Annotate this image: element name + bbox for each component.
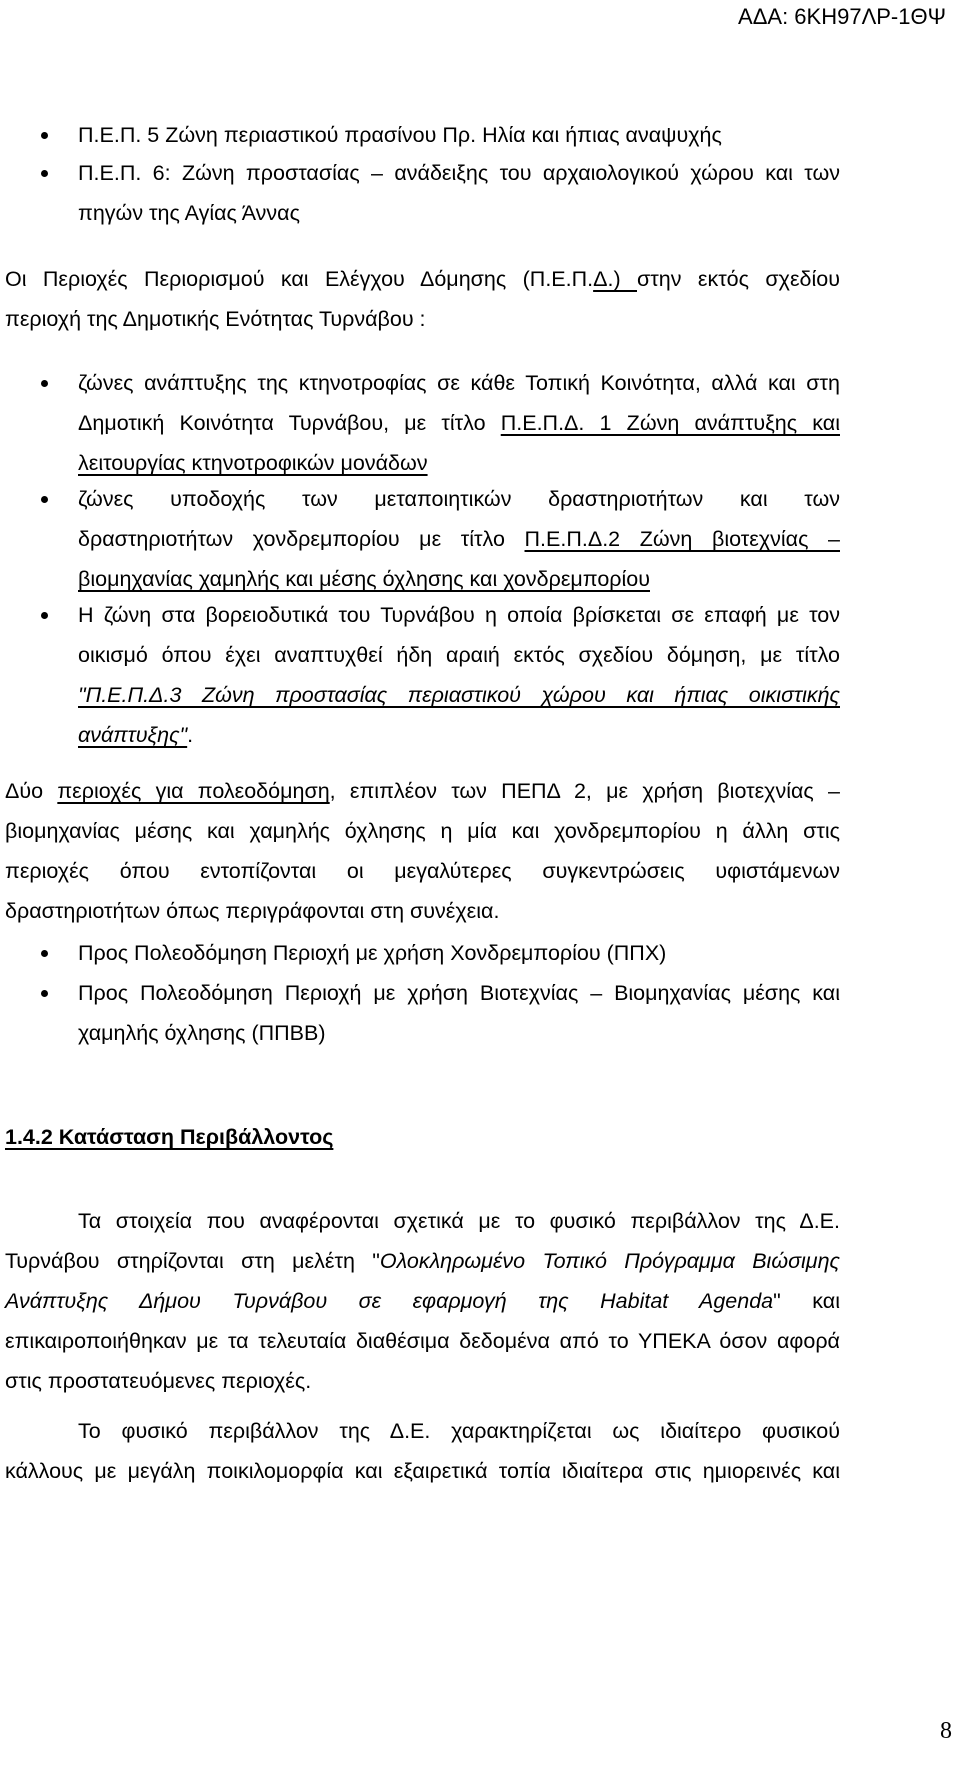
bullet-icon — [41, 990, 48, 997]
list-item-line: δραστηριοτήτων χονδρεμπορίου με τίτλο Π.Ε.Π.Δ.2 Ζώνη βιοτεχνίας – — [78, 527, 840, 551]
paragraph-line: Τα στοιχεία που αναφέρονται σχετικά με το φυσικό περιβάλλον της Δ.Ε. — [78, 1209, 840, 1233]
paragraph-line: δραστηριοτήτων όπως περιγράφονται στη συνέχεια. — [5, 899, 500, 923]
paragraph-line: περιοχή της Δημοτικής Ενότητας Τυρνάβου : — [5, 307, 426, 331]
paragraph-line: Τυρνάβου στηρίζονται στη μελέτη "Ολοκληρωμένο Τοπικό Πρόγραμμα Βιώσιμης — [5, 1249, 840, 1273]
list-item-line: ανάπτυξης". — [78, 723, 194, 747]
list-item-line: Δημοτική Κοινότητα Τυρνάβου, με τίτλο Π.Ε.Π.Δ. 1 Ζώνη ανάπτυξης και — [78, 411, 840, 435]
document-code: ΑΔΑ: 6ΚΗ97ΛΡ-1ΘΨ — [738, 4, 946, 29]
page-number: 8 — [940, 1718, 952, 1744]
bullet-icon — [41, 380, 48, 387]
bullet-icon — [41, 170, 48, 177]
list-item-line: Προς Πολεοδόμηση Περιοχή με χρήση Βιοτεχνίας – Βιομηχανίας μέσης και — [78, 981, 840, 1005]
paragraph-line: στις προστατευόμενες περιοχές. — [5, 1369, 312, 1393]
paragraph-line: βιομηχανίας μέσης και χαμηλής όχλησης η μία και χονδρεμπορίου η άλλη στις — [5, 819, 840, 843]
bullet-icon — [41, 950, 48, 957]
list-item-line: ζώνες ανάπτυξης της κτηνοτροφίας σε κάθε Τοπική Κοινότητα, αλλά και στη — [78, 371, 840, 395]
paragraph-line: Οι Περιοχές Περιορισμού και Ελέγχου Δόμησης (Π.Ε.Π.Δ.) στην εκτός σχεδίου — [5, 267, 840, 291]
paragraph-line: Δύο περιοχές για πολεοδόμηση, επιπλέον των ΠΕΠΔ 2, με χρήση βιοτεχνίας – — [5, 779, 840, 803]
paragraph-line: επικαιροποιήθηκαν με τα τελευταία διαθέσιμα δεδομένα από το ΥΠΕΚΑ όσον αφορά — [5, 1329, 840, 1353]
bullet-icon — [41, 132, 48, 139]
bullet-icon — [41, 496, 48, 503]
list-item-line: ζώνες υποδοχής των μεταποιητικών δραστηριοτήτων και των — [78, 487, 840, 511]
paragraph-line: Ανάπτυξης Δήμου Τυρνάβου σε εφαρμογή της Habitat Agenda" και — [5, 1289, 840, 1313]
bullet-icon — [41, 612, 48, 619]
heading-text: 1.4.2 Κατάσταση Περιβάλλοντος — [5, 1125, 334, 1149]
list-item: Προς Πολεοδόμηση Περιοχή με χρήση Χονδρεμπορίου (ΠΠΧ) — [78, 941, 667, 965]
list-item-line: Π.Ε.Π. 6: Ζώνη προστασίας – ανάδειξης του αρχαιολογικού χώρου και των — [78, 161, 840, 185]
list-item-line: χαμηλής όχλησης (ΠΠΒΒ) — [78, 1021, 326, 1045]
list-item-line: Η ζώνη στα βορειοδυτικά του Τυρνάβου η οποία βρίσκεται σε επαφή με τον — [78, 603, 840, 627]
paragraph-line: περιοχές όπου εντοπίζονται οι μεγαλύτερες συγκεντρώσεις υφιστάμενων — [5, 859, 840, 883]
list-item-line: οικισμό όπου έχει αναπτυχθεί ήδη αραιή εκτός σχεδίου δόμηση, με τίτλο — [78, 643, 840, 667]
list-item-line: βιομηχανίας χαμηλής και μέσης όχλησης και χονδρεμπορίου — [78, 567, 650, 591]
list-item-line: πηγών της Αγίας Άννας — [78, 201, 300, 225]
list-item: Π.Ε.Π. 5 Ζώνη περιαστικού πρασίνου Πρ. Ηλία και ήπιας αναψυχής — [78, 123, 722, 147]
paragraph-line: κάλλους με μεγάλη ποικιλομορφία και εξαιρετικά τοπία ιδιαίτερα στις ημιορεινές και — [5, 1459, 840, 1483]
list-item-line: "Π.Ε.Π.Δ.3 Ζώνη προστασίας περιαστικού χώρου και ήπιας οικιστικής — [78, 683, 840, 707]
paragraph-line: Το φυσικό περιβάλλον της Δ.Ε. χαρακτηρίζεται ως ιδιαίτερο φυσικού — [78, 1419, 840, 1443]
list-item-line: λειτουργίας κτηνοτροφικών μονάδων — [78, 451, 428, 475]
